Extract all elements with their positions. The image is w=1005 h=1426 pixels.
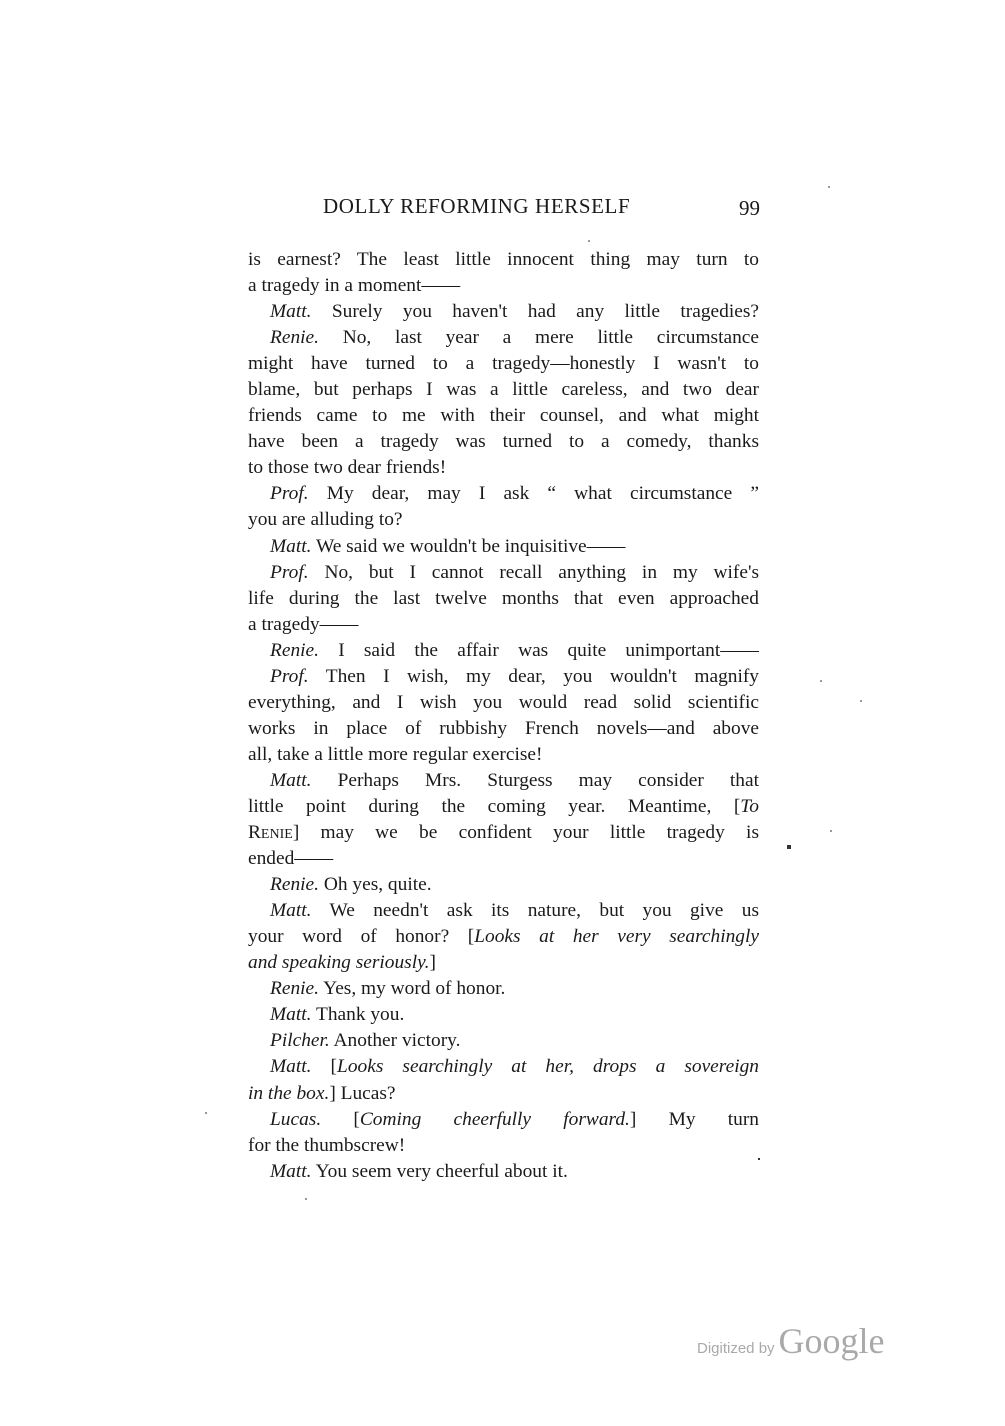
- page-number: 99: [739, 196, 760, 220]
- text-line: [248, 768, 759, 794]
- text-segment: ]: [429, 952, 436, 974]
- text-line: [248, 690, 759, 716]
- text-line: [248, 403, 759, 429]
- text-segment: have been a tragedy was turned to a comedy, thanks: [248, 431, 759, 453]
- text-line: [248, 820, 759, 846]
- text-segment: ] may we be confident your little tragedy is: [292, 822, 759, 844]
- italic-text: Renie.: [270, 978, 319, 1000]
- scan-speck: [305, 1198, 307, 1200]
- text-segment: ] Lucas?: [329, 1082, 396, 1104]
- scan-speck: [828, 186, 830, 188]
- italic-text: Renie.: [270, 639, 319, 661]
- italic-text: Looks searchingly at her, drops a sovereign: [337, 1056, 759, 1078]
- text-line: [248, 976, 759, 1002]
- text-line: [248, 481, 759, 507]
- text-line: [248, 612, 759, 638]
- text-segment: Yes, my word of honor.: [319, 978, 506, 1000]
- italic-text: Matt.: [270, 301, 312, 323]
- italic-text: Prof.: [270, 483, 309, 505]
- scan-speck: [758, 1158, 760, 1160]
- italic-text: Renie.: [270, 327, 319, 349]
- text-segment: We needn't ask its nature, but you give us: [311, 900, 759, 922]
- scan-speck: [588, 240, 590, 242]
- text-line: [248, 950, 759, 976]
- text-line: [248, 560, 759, 586]
- text-line: [248, 429, 759, 455]
- text-segment: friends came to me with their counsel, and what might: [248, 405, 759, 427]
- italic-text: and speaking seriously.: [248, 952, 430, 974]
- text-line: [248, 794, 759, 820]
- text-segment: all, take a little more regular exercise!: [248, 743, 543, 765]
- text-line: [248, 664, 759, 690]
- text-line: [248, 247, 759, 273]
- text-segment: Another victory.: [329, 1030, 461, 1052]
- text-segment: My dear, may I ask “ what circumstance ”: [308, 483, 759, 505]
- text-segment: works in place of rubbishy French novels—and above: [248, 717, 759, 739]
- text-line: [248, 1028, 759, 1054]
- text-segment: Thank you.: [311, 1004, 405, 1026]
- text-line: [248, 1002, 759, 1028]
- italic-text: To: [740, 795, 759, 817]
- text-segment: for the thumbscrew!: [248, 1134, 406, 1156]
- scan-speck: [830, 830, 832, 832]
- text-segment: No, but I cannot recall anything in my wife's: [308, 561, 759, 583]
- text-segment: everything, and I wish you would read solid scientific: [248, 691, 759, 713]
- text-line: [248, 924, 759, 950]
- italic-text: Looks at her very searchingly: [474, 926, 759, 948]
- text-segment: blame, but perhaps I was a little careless, and two dear: [248, 379, 759, 401]
- text-line: [248, 638, 759, 664]
- italic-text: Lucas.: [270, 1108, 322, 1130]
- italic-text: Matt.: [270, 900, 312, 922]
- text-segment: ended——: [248, 848, 334, 870]
- italic-text: Matt.: [270, 535, 312, 557]
- text-line: [248, 1081, 759, 1107]
- text-line: [248, 299, 759, 325]
- italic-text: Matt.: [270, 1160, 312, 1182]
- text-line: [248, 1159, 759, 1185]
- text-segment: a tragedy in a moment——: [248, 275, 461, 297]
- text-line: [248, 273, 759, 299]
- text-segment: might have turned to a tragedy—honestly I wasn't to: [248, 353, 759, 375]
- text-segment: [: [321, 1108, 360, 1130]
- text-segment: Oh yes, quite.: [319, 874, 432, 896]
- small-caps-text: Renie: [248, 822, 293, 844]
- text-segment: a tragedy——: [248, 613, 359, 635]
- text-segment: ] My turn: [629, 1108, 759, 1130]
- text-line: [248, 534, 759, 560]
- italic-text: Matt.: [270, 1056, 312, 1078]
- text-segment: little point during the coming year. Meantime, [: [248, 795, 741, 817]
- italic-text: in the box.: [248, 1082, 330, 1104]
- text-line: [248, 455, 759, 481]
- italic-text: Prof.: [270, 665, 309, 687]
- italic-text: Renie.: [270, 874, 319, 896]
- text-segment: life during the last twelve months that even approached: [248, 587, 759, 609]
- text-line: [248, 1054, 759, 1080]
- text-line: [248, 351, 759, 377]
- body-text: [248, 247, 759, 1185]
- scan-speck: [205, 1112, 207, 1114]
- text-segment: You seem very cheerful about it.: [311, 1160, 568, 1182]
- text-line: [248, 507, 759, 533]
- text-segment: your word of honor? [: [248, 926, 475, 948]
- text-line: [248, 1133, 759, 1159]
- text-line: [248, 872, 759, 898]
- text-line: [248, 377, 759, 403]
- text-segment: We said we wouldn't be inquisitive——: [311, 535, 626, 557]
- text-segment: I said the affair was quite unimportant——: [319, 639, 759, 661]
- italic-text: Matt.: [270, 1004, 312, 1026]
- text-line: [248, 716, 759, 742]
- italic-text: Prof.: [270, 561, 309, 583]
- running-title: DOLLY REFORMING HERSELF: [323, 194, 631, 218]
- text-segment: Perhaps Mrs. Sturgess may consider that: [311, 769, 759, 791]
- text-segment: Then I wish, my dear, you wouldn't magnify: [308, 665, 759, 687]
- text-line: [248, 586, 759, 612]
- italic-text: Coming cheerfully forward.: [359, 1108, 630, 1130]
- text-segment: Surely you haven't had any little tragedies?: [311, 301, 759, 323]
- text-segment: [: [311, 1056, 338, 1078]
- digitized-by-google-watermark: [697, 1320, 885, 1362]
- scan-speck: [787, 845, 791, 849]
- text-segment: No, last year a mere little circumstance: [319, 327, 759, 349]
- text-segment: you are alluding to?: [248, 509, 403, 531]
- text-line: [248, 846, 759, 872]
- running-header: [248, 194, 760, 222]
- italic-text: Matt.: [270, 769, 312, 791]
- text-line: [248, 1107, 759, 1133]
- google-brand: Google: [778, 1321, 885, 1361]
- text-segment: to those two dear friends!: [248, 457, 447, 479]
- text-line: [248, 898, 759, 924]
- italic-text: Pilcher.: [270, 1030, 330, 1052]
- digitized-label: Digitized by: [697, 1340, 775, 1357]
- text-line: [248, 742, 759, 768]
- text-segment: is earnest? The least little innocent thing may turn to: [248, 249, 759, 270]
- text-line: [248, 325, 759, 351]
- scan-speck: [860, 700, 862, 702]
- scan-speck: [820, 680, 822, 682]
